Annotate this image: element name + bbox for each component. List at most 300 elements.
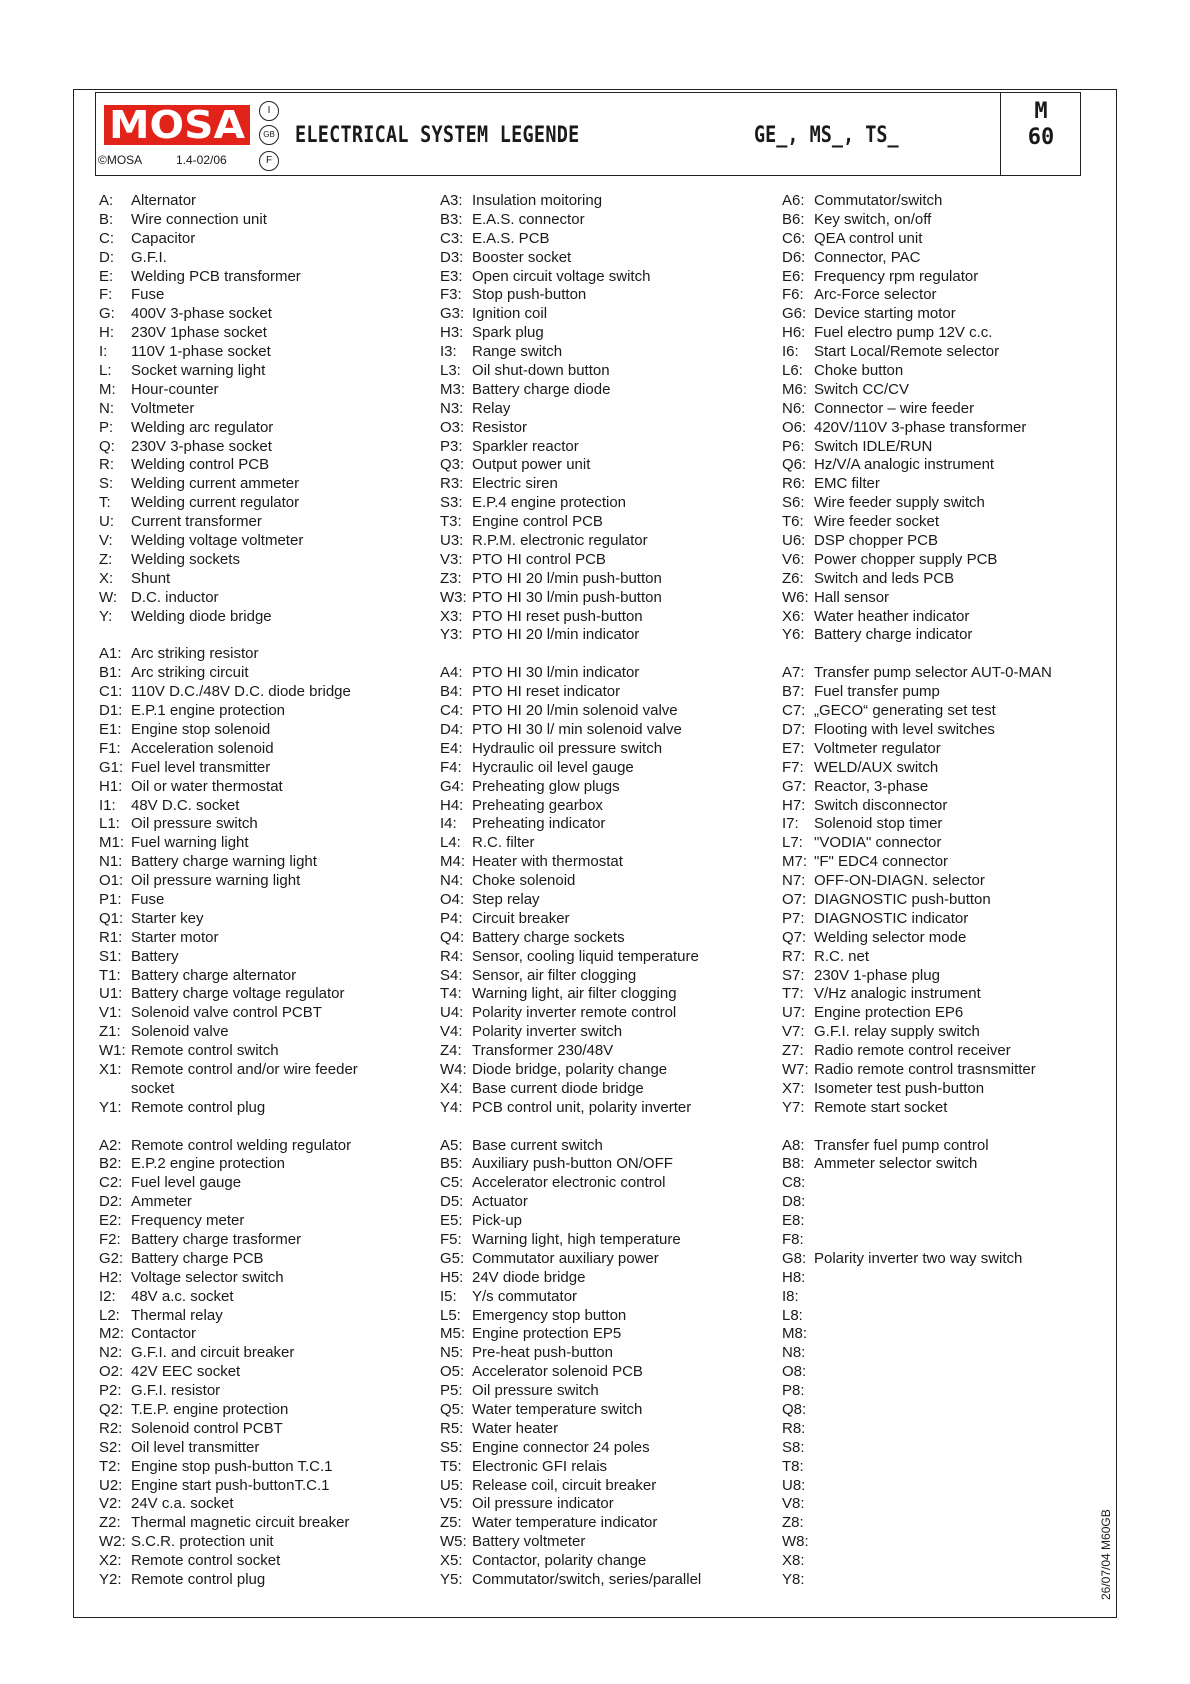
legend-code: L: bbox=[99, 362, 112, 380]
legend-code: E6: bbox=[782, 267, 805, 285]
legend-description: socket bbox=[131, 1079, 175, 1097]
legend-code: S7: bbox=[782, 966, 805, 984]
legend-code: O3: bbox=[440, 418, 465, 436]
legend-item bbox=[782, 797, 1052, 816]
legend-item bbox=[782, 1231, 1052, 1250]
legend-description: Output power unit bbox=[472, 456, 591, 474]
legend-item bbox=[440, 211, 701, 230]
legend-description: Engine protection EP5 bbox=[472, 1325, 622, 1343]
legend-code: O8: bbox=[782, 1363, 807, 1381]
legend-code: A7: bbox=[782, 664, 805, 682]
legend-description: PTO HI reset push-button bbox=[472, 607, 643, 625]
legend-description: Solenoid valve bbox=[131, 1023, 229, 1041]
legend-item bbox=[782, 853, 1052, 872]
legend-description: Battery charge diode bbox=[472, 380, 611, 398]
legend-code: T7: bbox=[782, 985, 804, 1003]
legend-code: B6: bbox=[782, 210, 805, 228]
legend-code: G7: bbox=[782, 777, 807, 795]
legend-code: C5: bbox=[440, 1174, 464, 1192]
legend-code: A1: bbox=[99, 645, 122, 663]
legend-code: T5: bbox=[440, 1457, 462, 1475]
legend-code: L7: bbox=[782, 834, 803, 852]
legend-description: Fuse bbox=[131, 890, 165, 908]
legend-description: Transfer pump selector AUT-0-MAN bbox=[814, 664, 1052, 682]
legend-item bbox=[782, 967, 1052, 986]
legend-code: A4: bbox=[440, 664, 463, 682]
legend-item bbox=[440, 1363, 701, 1382]
legend-description: Water heather indicator bbox=[814, 607, 970, 625]
legend-item bbox=[440, 1382, 701, 1401]
legend-item bbox=[782, 268, 1052, 287]
legend-item bbox=[440, 1495, 701, 1514]
legend-item bbox=[99, 815, 358, 834]
legend-description: Polarity inverter two way switch bbox=[814, 1249, 1023, 1267]
legend-item bbox=[440, 438, 701, 457]
legend-item bbox=[99, 683, 358, 702]
legend-description: Thermal magnetic circuit breaker bbox=[131, 1514, 350, 1532]
legend-code: N4: bbox=[440, 872, 464, 890]
legend-code: W7: bbox=[782, 1060, 809, 1078]
legend-description: Hycraulic oil level gauge bbox=[472, 758, 634, 776]
legend-item bbox=[440, 721, 701, 740]
legend-description: PTO HI 30 l/ min solenoid valve bbox=[472, 720, 682, 738]
legend-code: G: bbox=[99, 305, 115, 323]
legend-code: D7: bbox=[782, 720, 806, 738]
legend-code: B4: bbox=[440, 683, 463, 701]
legend-item bbox=[782, 1495, 1052, 1514]
legend-code: N7: bbox=[782, 872, 806, 890]
mosa-logo bbox=[104, 105, 250, 145]
legend-item bbox=[782, 626, 1052, 645]
legend-description: Flooting with level switches bbox=[814, 720, 995, 738]
legend-item bbox=[782, 1212, 1052, 1231]
legend-code: O4: bbox=[440, 890, 465, 908]
legend-item bbox=[782, 456, 1052, 475]
legend-code: X: bbox=[99, 569, 114, 587]
legend-code: F5: bbox=[440, 1230, 462, 1248]
legend-code: Y2: bbox=[99, 1571, 122, 1589]
legend-code: C4: bbox=[440, 702, 464, 720]
legend-item bbox=[782, 400, 1052, 419]
legend-item bbox=[782, 1552, 1052, 1571]
legend-item bbox=[99, 305, 358, 324]
legend-description: Capacitor bbox=[131, 229, 196, 247]
legend-code: C: bbox=[99, 229, 114, 247]
legend-description: Welding control PCB bbox=[131, 456, 270, 474]
legend-item bbox=[782, 608, 1052, 627]
legend-description: Fuel level transmitter bbox=[131, 758, 271, 776]
legend-item bbox=[782, 192, 1052, 211]
legend-code: N5: bbox=[440, 1344, 464, 1362]
legend-item bbox=[99, 1155, 358, 1174]
legend-description: 400V 3-phase socket bbox=[131, 305, 272, 323]
legend-item bbox=[782, 1363, 1052, 1382]
legend-code: Y8: bbox=[782, 1571, 805, 1589]
legend-code: O2: bbox=[99, 1363, 124, 1381]
legend-description: Preheating indicator bbox=[472, 815, 606, 833]
legend-description: 230V 1phase socket bbox=[131, 324, 267, 342]
legend-description: Remote control socket bbox=[131, 1552, 281, 1570]
legend-description: Radio remote control receiver bbox=[814, 1042, 1011, 1060]
legend-code: R6: bbox=[782, 475, 806, 493]
page-code-number: 60 bbox=[1027, 125, 1055, 150]
legend-description: PTO HI control PCB bbox=[472, 550, 606, 568]
legend-code: P1: bbox=[99, 890, 122, 908]
legend-item bbox=[99, 1477, 358, 1496]
legend-code: P8: bbox=[782, 1382, 805, 1400]
legend-item bbox=[99, 664, 358, 683]
legend-description: Water heater bbox=[472, 1419, 559, 1437]
legend-description: Insulation moitoring bbox=[472, 192, 603, 209]
legend-item bbox=[782, 475, 1052, 494]
legend-description: Reactor, 3-phase bbox=[814, 777, 929, 795]
legend-description: Battery charge trasformer bbox=[131, 1230, 302, 1248]
legend-item bbox=[99, 702, 358, 721]
legend-description: Radio remote control trasnsmitter bbox=[814, 1060, 1036, 1078]
legend-code: G5: bbox=[440, 1249, 465, 1267]
legend-item bbox=[440, 929, 701, 948]
legend-code: P: bbox=[99, 418, 114, 436]
legend-code: Q3: bbox=[440, 456, 465, 474]
legend-description: Remote control and/or wire feeder bbox=[131, 1060, 358, 1078]
legend-code: E8: bbox=[782, 1212, 805, 1230]
legend-item bbox=[99, 570, 358, 589]
legend-item bbox=[440, 626, 701, 645]
logo-text: MOSA bbox=[109, 105, 246, 145]
legend-code: F2: bbox=[99, 1230, 121, 1248]
legend-description: 24V diode bridge bbox=[472, 1268, 586, 1286]
legend-item bbox=[99, 1080, 358, 1099]
legend-code: V6: bbox=[782, 550, 805, 568]
legend-description: EMC filter bbox=[814, 475, 880, 493]
legend-description: G.F.I. resistor bbox=[131, 1382, 221, 1400]
legend-description: Warning light, air filter clogging bbox=[472, 985, 677, 1003]
legend-item bbox=[782, 1155, 1052, 1174]
legend-code: S2: bbox=[99, 1438, 122, 1456]
legend-description: Wire feeder socket bbox=[814, 513, 940, 531]
legend-item bbox=[782, 1004, 1052, 1023]
legend-item bbox=[782, 1458, 1052, 1477]
legend-code: G6: bbox=[782, 305, 807, 323]
legend-description: Remote control plug bbox=[131, 1571, 266, 1589]
legend-code: C6: bbox=[782, 229, 806, 247]
model-list: GE_, MS_, TS_ bbox=[754, 123, 899, 148]
legend-code: N8: bbox=[782, 1344, 806, 1362]
legend-code: T8: bbox=[782, 1457, 804, 1475]
legend-description: Battery charge voltage regulator bbox=[131, 985, 345, 1003]
legend-item bbox=[782, 230, 1052, 249]
legend-code: D8: bbox=[782, 1193, 806, 1211]
legend-code: U1: bbox=[99, 985, 123, 1003]
legend-description: Start Local/Remote selector bbox=[814, 343, 1000, 361]
legend-item bbox=[440, 532, 701, 551]
legend-item bbox=[440, 1174, 701, 1193]
legend-item bbox=[440, 1080, 701, 1099]
group-spacer bbox=[782, 1118, 1052, 1137]
lang-f-badge: F bbox=[259, 151, 279, 171]
legend-code: P4: bbox=[440, 909, 463, 927]
legend-description: Open circuit voltage switch bbox=[472, 267, 651, 285]
legend-description: Switch CC/CV bbox=[814, 380, 910, 398]
legend-item bbox=[782, 872, 1052, 891]
legend-description: "F" EDC4 connector bbox=[814, 853, 949, 871]
legend-description: Polarity inverter remote control bbox=[472, 1004, 677, 1022]
legend-description: 42V EEC socket bbox=[131, 1363, 241, 1381]
legend-code: M2: bbox=[99, 1325, 125, 1343]
legend-description: Switch and leds PCB bbox=[814, 569, 955, 587]
legend-description: Pre-heat push-button bbox=[472, 1344, 613, 1362]
legend-item bbox=[99, 1061, 358, 1080]
legend-description: Thermal relay bbox=[131, 1306, 223, 1324]
legend-code: M5: bbox=[440, 1325, 466, 1343]
legend-item bbox=[782, 1061, 1052, 1080]
document-title: ELECTRICAL SYSTEM LEGENDE bbox=[295, 123, 580, 148]
legend-item bbox=[782, 305, 1052, 324]
legend-item bbox=[440, 1325, 701, 1344]
legend-item bbox=[440, 230, 701, 249]
legend-description: Remote control welding regulator bbox=[131, 1136, 352, 1154]
legend-item bbox=[99, 1458, 358, 1477]
legend-code: H7: bbox=[782, 796, 806, 814]
legend-description: Alternator bbox=[131, 192, 197, 209]
legend-description: Choke solenoid bbox=[472, 872, 576, 890]
legend-code: V: bbox=[99, 532, 113, 550]
legend-item bbox=[440, 872, 701, 891]
legend-code: F4: bbox=[440, 758, 462, 776]
legend-description: Oil pressure switch bbox=[472, 1382, 599, 1400]
legend-item bbox=[99, 1382, 358, 1401]
legend-description: Voltmeter regulator bbox=[814, 739, 941, 757]
legend-description: Commutator/switch, series/parallel bbox=[472, 1571, 702, 1589]
legend-code: E1: bbox=[99, 720, 122, 738]
legend-item bbox=[99, 419, 358, 438]
legend-description: DIAGNOSTIC push-button bbox=[814, 890, 991, 908]
legend-code: N: bbox=[99, 399, 114, 417]
legend-code: Q6: bbox=[782, 456, 807, 474]
legend-code: T4: bbox=[440, 985, 462, 1003]
legend-code: W8: bbox=[782, 1533, 809, 1551]
legend-item bbox=[782, 891, 1052, 910]
legend-description: Sensor, cooling liquid temperature bbox=[472, 947, 699, 965]
legend-item bbox=[782, 249, 1052, 268]
legend-description: Remote control plug bbox=[131, 1098, 266, 1116]
legend-description: Hall sensor bbox=[814, 588, 890, 606]
legend-item bbox=[782, 1344, 1052, 1363]
legend-item bbox=[440, 456, 701, 475]
legend-code: O1: bbox=[99, 872, 124, 890]
legend-code: U4: bbox=[440, 1004, 464, 1022]
legend-code: Z: bbox=[99, 550, 113, 568]
legend-description: Electric siren bbox=[472, 475, 558, 493]
legend-item bbox=[99, 740, 358, 759]
legend-item bbox=[782, 532, 1052, 551]
legend-code: S8: bbox=[782, 1438, 805, 1456]
legend-item bbox=[99, 1023, 358, 1042]
legend-code: H: bbox=[99, 324, 114, 342]
legend-item bbox=[440, 1137, 701, 1156]
legend-description: 110V 1-phase socket bbox=[131, 343, 271, 361]
legend-item bbox=[99, 456, 358, 475]
legend-description: Base current switch bbox=[472, 1136, 603, 1154]
legend-item bbox=[99, 1004, 358, 1023]
legend-item bbox=[440, 513, 701, 532]
legend-item bbox=[782, 513, 1052, 532]
legend-description: Ammeter bbox=[131, 1193, 192, 1211]
legend-description: Key switch, on/off bbox=[814, 210, 932, 228]
legend-description: Welding current ammeter bbox=[131, 475, 300, 493]
legend-code: S5: bbox=[440, 1438, 463, 1456]
legend-description: Wire connection unit bbox=[131, 210, 267, 228]
legend-code: C8: bbox=[782, 1174, 806, 1192]
legend-code: X7: bbox=[782, 1079, 805, 1097]
legend-code: D4: bbox=[440, 720, 464, 738]
legend-item bbox=[782, 1571, 1052, 1590]
legend-description: 24V c.a. socket bbox=[131, 1495, 234, 1513]
legend-code: R: bbox=[99, 456, 114, 474]
legend-code: H8: bbox=[782, 1268, 806, 1286]
legend-code: E2: bbox=[99, 1212, 122, 1230]
legend-item bbox=[99, 1288, 358, 1307]
legend-code: U6: bbox=[782, 532, 806, 550]
legend-item bbox=[99, 985, 358, 1004]
legend-code: X8: bbox=[782, 1552, 805, 1570]
legend-item bbox=[440, 1212, 701, 1231]
legend-description: Voltmeter bbox=[131, 399, 195, 417]
legend-code: B8: bbox=[782, 1155, 805, 1173]
legend-description: Acceleration solenoid bbox=[131, 739, 274, 757]
legend-description: Welding PCB transformer bbox=[131, 267, 301, 285]
legend-code: X5: bbox=[440, 1552, 463, 1570]
legend-description: Welding arc regulator bbox=[131, 418, 274, 436]
legend-code: L4: bbox=[440, 834, 461, 852]
legend-code: Z2: bbox=[99, 1514, 121, 1532]
legend-description: "VODIA" connector bbox=[814, 834, 942, 852]
document-reference: 26/07/04 M60GB bbox=[1099, 1509, 1113, 1600]
legend-description: E.P.2 engine protection bbox=[131, 1155, 286, 1173]
legend-code: P3: bbox=[440, 437, 463, 455]
legend-description: Arc striking resistor bbox=[131, 645, 259, 663]
legend-item bbox=[440, 891, 701, 910]
legend-code: X2: bbox=[99, 1552, 122, 1570]
legend-description: E.A.S. connector bbox=[472, 210, 585, 228]
legend-code: D6: bbox=[782, 248, 806, 266]
group-spacer bbox=[440, 1118, 701, 1137]
legend-item bbox=[782, 494, 1052, 513]
legend-code: I1: bbox=[99, 796, 116, 814]
legend-item bbox=[99, 1099, 358, 1118]
legend-code: Z4: bbox=[440, 1042, 462, 1060]
legend-item bbox=[440, 249, 701, 268]
legend-code: X3: bbox=[440, 607, 463, 625]
legend-item bbox=[782, 419, 1052, 438]
legend-code: V1: bbox=[99, 1004, 122, 1022]
legend-item bbox=[99, 910, 358, 929]
legend-item bbox=[440, 419, 701, 438]
legend-code: T3: bbox=[440, 513, 462, 531]
legend-item bbox=[99, 1042, 358, 1061]
legend-code: A6: bbox=[782, 192, 805, 209]
header-box bbox=[95, 92, 1081, 176]
legend-code: F: bbox=[99, 286, 113, 304]
legend-code: F1: bbox=[99, 739, 121, 757]
legend-description: Shunt bbox=[131, 569, 171, 587]
legend-description: Step relay bbox=[472, 890, 540, 908]
legend-description: 420V/110V 3-phase transformer bbox=[814, 418, 1027, 436]
legend-code: V7: bbox=[782, 1023, 805, 1041]
legend-item bbox=[782, 362, 1052, 381]
legend-code: M3: bbox=[440, 380, 466, 398]
legend-description: Polarity inverter switch bbox=[472, 1023, 623, 1041]
legend-code: L3: bbox=[440, 362, 461, 380]
legend-code: Q4: bbox=[440, 928, 465, 946]
legend-code: S1: bbox=[99, 947, 122, 965]
legend-item bbox=[782, 1269, 1052, 1288]
legend-description: Battery charge indicator bbox=[814, 626, 973, 644]
legend-description: S.C.R. protection unit bbox=[131, 1533, 274, 1551]
legend-code: D1: bbox=[99, 702, 123, 720]
legend-description: Circuit breaker bbox=[472, 909, 570, 927]
legend-item bbox=[782, 1514, 1052, 1533]
group-spacer bbox=[782, 645, 1052, 664]
legend-code: N3: bbox=[440, 399, 464, 417]
legend-code: Y: bbox=[99, 607, 113, 625]
legend-item bbox=[440, 400, 701, 419]
legend-item bbox=[782, 1325, 1052, 1344]
legend-item bbox=[440, 853, 701, 872]
legend-code: V2: bbox=[99, 1495, 122, 1513]
legend-description: Switch IDLE/RUN bbox=[814, 437, 933, 455]
legend-description: Accelerator solenoid PCB bbox=[472, 1363, 643, 1381]
legend-description: Fuel warning light bbox=[131, 834, 249, 852]
legend-description: PTO HI 30 l/min indicator bbox=[472, 664, 640, 682]
revision-label: 1.4-02/06 bbox=[176, 153, 227, 167]
legend-item bbox=[782, 664, 1052, 683]
legend-code: Z6: bbox=[782, 569, 804, 587]
legend-description: Battery voltmeter bbox=[472, 1533, 586, 1551]
legend-item bbox=[440, 702, 701, 721]
legend-code: Q1: bbox=[99, 909, 124, 927]
legend-description: Engine protection EP6 bbox=[814, 1004, 964, 1022]
legend-item bbox=[782, 211, 1052, 230]
legend-description: Transfer fuel pump control bbox=[814, 1136, 989, 1154]
legend-code: M4: bbox=[440, 853, 466, 871]
legend-item bbox=[782, 589, 1052, 608]
legend-description: Engine connector 24 poles bbox=[472, 1438, 650, 1456]
legend-code: U: bbox=[99, 513, 114, 531]
legend-item bbox=[440, 1571, 701, 1590]
legend-item bbox=[782, 438, 1052, 457]
legend-description: Booster socket bbox=[472, 248, 572, 266]
legend-code: I2: bbox=[99, 1287, 116, 1305]
legend-description: Water temperature switch bbox=[472, 1401, 643, 1418]
legend-code: H2: bbox=[99, 1268, 123, 1286]
legend-code: G8: bbox=[782, 1249, 807, 1267]
legend-item bbox=[782, 759, 1052, 778]
legend-description: Voltage selector switch bbox=[131, 1268, 284, 1286]
legend-item bbox=[440, 1250, 701, 1269]
legend-code: Q5: bbox=[440, 1401, 465, 1418]
legend-column-2 bbox=[440, 192, 701, 1590]
legend-description: V/Hz analogic instrument bbox=[814, 985, 981, 1003]
legend-item bbox=[782, 381, 1052, 400]
legend-description: Spark plug bbox=[472, 324, 544, 342]
legend-item bbox=[782, 1042, 1052, 1061]
legend-item bbox=[440, 551, 701, 570]
legend-description: DIAGNOSTIC indicator bbox=[814, 909, 969, 927]
legend-item bbox=[99, 797, 358, 816]
legend-item bbox=[440, 1193, 701, 1212]
legend-code: H1: bbox=[99, 777, 123, 795]
